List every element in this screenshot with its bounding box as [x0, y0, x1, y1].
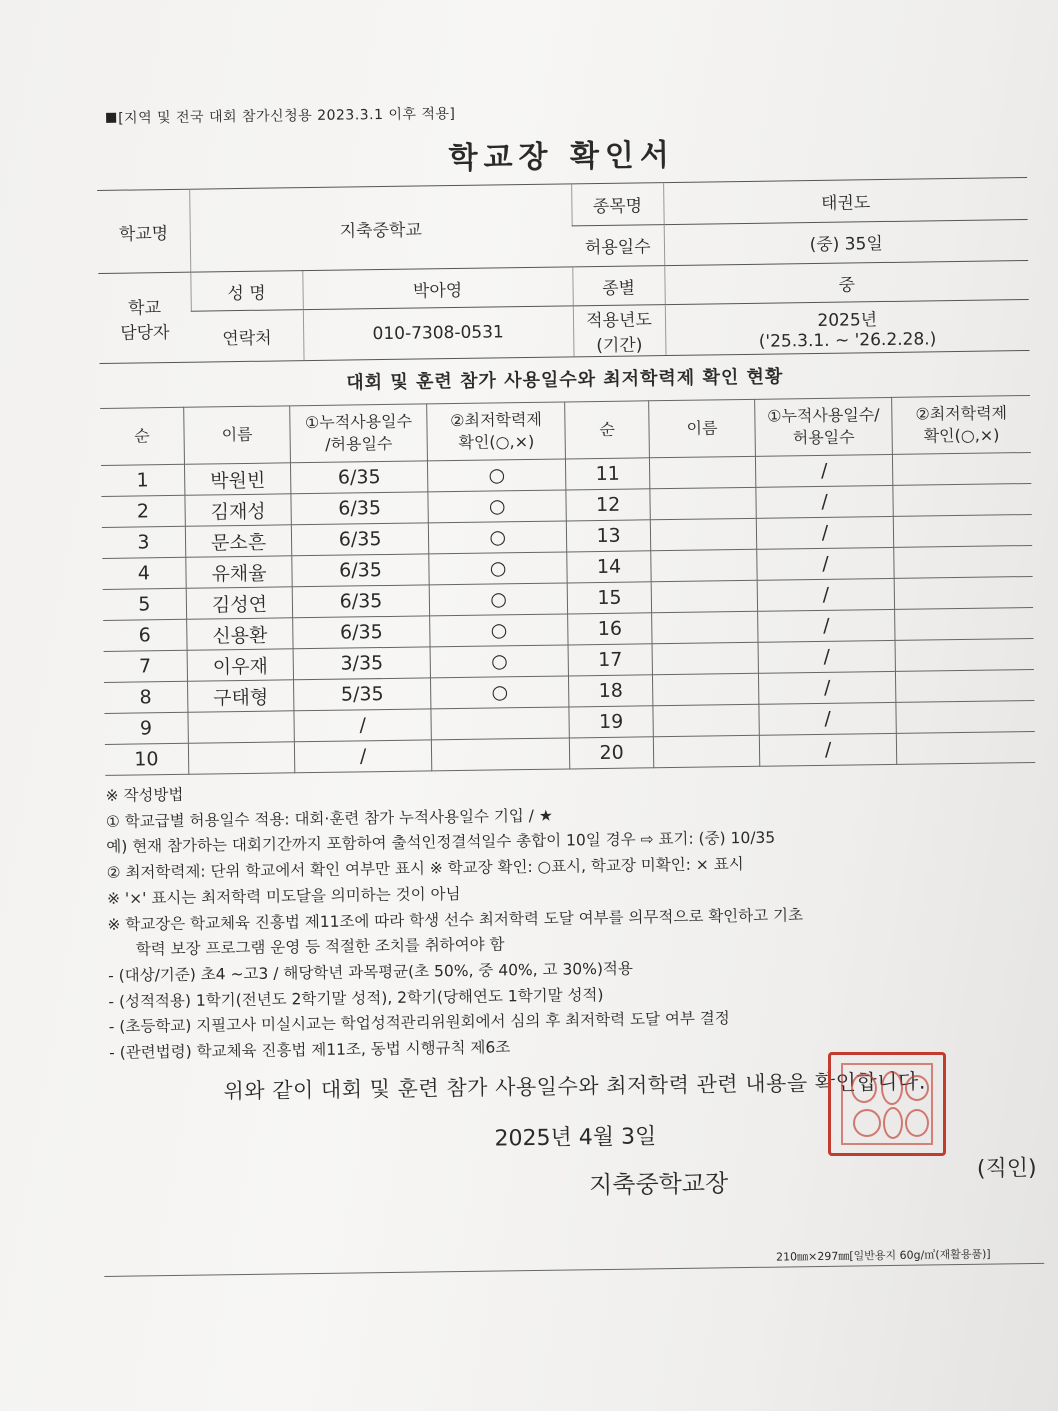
row-use-right: /	[759, 702, 896, 735]
row-check: ○	[429, 552, 568, 585]
note-line: ※ 학교장은 학교체육 진흥법 제11조에 따라 학생 선수 최저학력 도달 여부를 의무적으로 확인하고 기초	[107, 905, 804, 934]
contact-label: 연락처	[191, 310, 304, 363]
row-check-right	[893, 483, 1032, 516]
row-no-right: 19	[569, 706, 653, 738]
row-check: ○	[428, 490, 567, 523]
row-no: 4	[102, 557, 186, 589]
seal-glyph	[851, 1073, 877, 1103]
row-no: 1	[101, 464, 185, 496]
row-check	[431, 738, 570, 771]
row-name-right	[652, 673, 759, 705]
row-check: ○	[428, 521, 567, 554]
note-line: ※ 작성방법	[105, 785, 184, 805]
row-check: ○	[430, 676, 569, 709]
row-use: 6/35	[293, 616, 430, 649]
row-name-right	[650, 487, 757, 519]
row-check-right	[894, 545, 1033, 578]
seal-glyph	[853, 1109, 881, 1137]
row-check	[431, 707, 570, 740]
school-label: 학교명	[97, 189, 190, 273]
note-line: 예) 현재 참가하는 대회기간까지 포함하여 출석인정결석일수 총합이 10일 경우 ⇨ 표기: (중) 10/35	[106, 828, 776, 857]
note-line: - (대상/기준) 초4 ~고3 / 해당학년 과목평균(초 50%, 중 40%, 고 30%)적용	[107, 959, 634, 985]
year-label-line-2: (기간)	[596, 335, 643, 357]
row-no-right: 15	[568, 582, 652, 614]
header-no: 순	[100, 407, 184, 465]
row-check: ○	[427, 459, 566, 492]
year-text: 2025년	[817, 309, 878, 331]
row-no: 6	[103, 619, 187, 651]
year-value	[665, 299, 1030, 355]
row-name	[188, 742, 295, 774]
seal-glyph	[905, 1109, 929, 1137]
row-name-right	[651, 580, 758, 612]
participation-table	[100, 395, 1035, 776]
row-use: 6/35	[292, 523, 429, 556]
row-no-right: 20	[570, 737, 654, 769]
note-line: 학력 보장 프로그램 운영 등 적절한 조치를 취하여야 함	[135, 935, 505, 959]
category-label: 종별	[572, 266, 665, 306]
note-line: - (성적적용) 1학기(전년도 2학기말 성적), 2학기(당해연도 1학기말 성적)	[108, 985, 604, 1011]
header-note	[106, 95, 1026, 128]
row-name-right	[650, 549, 757, 581]
row-name-right	[650, 518, 757, 550]
header-no-right: 순	[565, 401, 649, 459]
row-check-right	[893, 514, 1032, 547]
note-line: ② 최저학력제: 단위 학교에서 확인 여부만 표시 ※ 학교장 확인: ○표시, 학교장 미확인: × 표시	[106, 855, 744, 883]
name-value: 박아영	[302, 267, 573, 310]
row-use-right: /	[759, 671, 896, 704]
header-min-right	[891, 395, 1030, 454]
name-label: 성 명	[190, 271, 303, 312]
school-name: 지축중학교	[189, 184, 572, 272]
row-check: ○	[430, 645, 569, 678]
row-check-right	[894, 576, 1033, 609]
year-label-line-1: 적용년도	[586, 310, 653, 332]
period-text: ('25.3.1. ~ '26.2.28.)	[758, 328, 937, 352]
official-seal-icon	[828, 1052, 946, 1156]
row-name: 박원빈	[184, 463, 291, 495]
row-use-right: /	[760, 733, 897, 766]
row-no: 5	[103, 588, 187, 620]
row-use-right: /	[757, 547, 894, 580]
allowed-days-label: 허용일수	[572, 224, 665, 267]
row-name: 김재성	[185, 494, 292, 526]
header-min-right-line-2: 확인(○,×)	[923, 425, 1000, 446]
note-line: - (관련법령) 학교체육 진흥법 제11조, 동법 시행규칙 제6조	[109, 1038, 511, 1062]
row-use: 3/35	[293, 647, 430, 680]
row-no: 9	[104, 712, 188, 744]
row-name-right	[649, 456, 756, 488]
row-check-right	[896, 731, 1035, 764]
row-name: 김성연	[186, 587, 293, 619]
row-name	[188, 711, 295, 743]
row-use-right: /	[756, 454, 893, 487]
manager-label	[98, 272, 191, 363]
row-check-right	[892, 452, 1031, 485]
header-use-line-1: ①누적사용일수	[304, 411, 413, 433]
row-name-right	[651, 611, 758, 643]
header-name: 이름	[183, 406, 290, 464]
row-no-right: 11	[566, 458, 650, 490]
row-check-right	[895, 669, 1034, 702]
row-no-right: 16	[568, 613, 652, 645]
row-check-right	[895, 638, 1034, 671]
row-use-right: /	[757, 516, 894, 549]
row-no: 3	[102, 526, 186, 558]
row-no: 2	[101, 495, 185, 527]
row-use: /	[294, 709, 431, 742]
row-no-right: 14	[567, 551, 651, 583]
row-name-right	[653, 735, 760, 767]
row-name-right	[653, 704, 760, 736]
header-use-right-line-2: 허용일수	[792, 427, 855, 448]
row-use-right: /	[756, 485, 893, 518]
note-line: ※ '×' 표시는 최저학력 미도달을 의미하는 것이 아님	[106, 884, 461, 908]
section-title: 대회 및 훈련 참가 사용일수와 최저학력제 확인 현황	[346, 366, 784, 394]
row-check-right	[896, 700, 1035, 733]
row-no-right: 12	[566, 489, 650, 521]
note-line: ① 학교급별 허용일수 적용: 대회·훈련 참가 누적사용일수 기입 / ★	[105, 806, 553, 831]
header-use	[290, 404, 427, 463]
row-use-right: /	[757, 578, 894, 611]
row-use: 6/35	[291, 492, 428, 525]
header-min-right-line-1: ②최저학력제	[915, 403, 1008, 424]
header-min-line-2: 확인(○,×)	[458, 431, 535, 452]
header-min	[426, 402, 565, 461]
document-title: 학교장 확인서	[448, 137, 676, 177]
manager-label-line-2: 담당자	[120, 322, 170, 344]
row-use-right: /	[758, 640, 895, 673]
seal-glyph	[905, 1075, 929, 1101]
sport-value: 태권도	[663, 178, 1028, 225]
header-note-text: [지역 및 전국 대회 참가신청용 2023.3.1 이후 적용]	[118, 105, 456, 127]
row-check: ○	[429, 614, 568, 647]
row-name: 문소흔	[185, 525, 292, 557]
row-name: 유채율	[185, 556, 292, 588]
confirmation-document	[96, 95, 1041, 1264]
seal-label: (직인)	[976, 1155, 1037, 1182]
row-use: 5/35	[294, 678, 431, 711]
seal-glyph	[881, 1071, 903, 1105]
row-no-right: 13	[567, 520, 651, 552]
row-use: 6/35	[292, 554, 429, 587]
header-use-line-2: /허용일수	[325, 433, 393, 454]
paper-size-note: 210㎜×297㎜[일반용지 60g/㎡(재활용품)]	[776, 1247, 991, 1264]
row-no-right: 18	[569, 675, 653, 707]
confirm-statement: 위와 같이 대회 및 훈련 참가 사용일수와 최저학력 관련 내용을 확인합니다.	[223, 1069, 927, 1104]
row-name: 신용환	[186, 618, 293, 650]
signer-name: 지축중학교장	[588, 1169, 729, 1199]
category-value: 중	[664, 260, 1029, 304]
note-line: - (초등학교) 지필고사 미실시교는 학업성적관리위원회에서 심의 후 최저학력 도달 여부 결정	[108, 1009, 730, 1037]
square-bullet-icon	[106, 113, 116, 123]
row-no: 8	[104, 681, 188, 713]
row-check: ○	[429, 583, 568, 616]
seal-glyph	[883, 1107, 903, 1139]
header-use-right-line-1: ①누적사용일수/	[767, 405, 880, 426]
row-name: 이우재	[187, 649, 294, 681]
notes-section	[105, 771, 1039, 1067]
header-use-right	[755, 397, 892, 456]
row-no: 10	[105, 743, 189, 775]
row-no: 7	[104, 650, 188, 682]
info-table	[97, 177, 1029, 364]
contact-value: 010-7308-0531	[303, 306, 574, 361]
row-name-right	[652, 642, 759, 674]
allowed-days-value: (중) 35일	[664, 219, 1029, 266]
year-label	[573, 305, 666, 357]
row-use: /	[295, 740, 432, 773]
row-name: 구태형	[187, 680, 294, 712]
header-min-line-1: ②최저학력제	[450, 409, 542, 431]
row-no-right: 17	[569, 644, 653, 676]
row-use: 6/35	[293, 585, 430, 618]
issue-date: 2025년 4월 3일	[494, 1124, 657, 1152]
row-use-right: /	[758, 609, 895, 642]
header-name-right: 이름	[648, 399, 755, 457]
manager-label-line-1: 학교	[127, 297, 162, 319]
bottom-divider	[104, 1263, 1044, 1277]
row-check-right	[894, 607, 1033, 640]
row-use: 6/35	[291, 461, 428, 494]
signer	[588, 1155, 1041, 1200]
sport-label: 종목명	[571, 183, 664, 226]
